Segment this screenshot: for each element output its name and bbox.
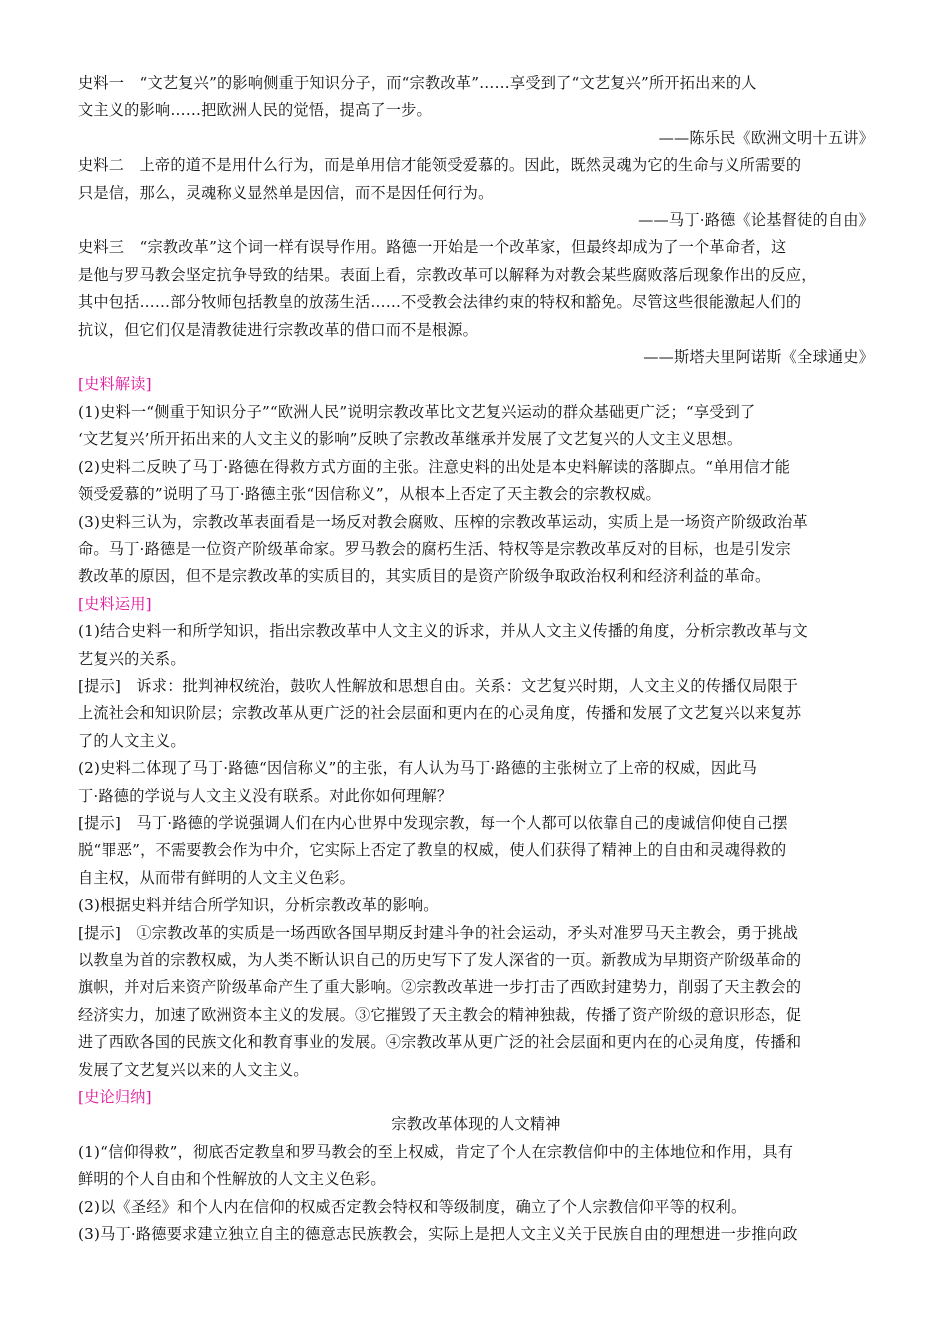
text-line: 丁·路德的学说与人文主义没有联系。对此你如何理解？ <box>78 786 453 805</box>
source-citation: ——马丁·路德《论基督徒的自由》 <box>638 211 874 230</box>
section-heading: [史料运用] <box>78 594 152 613</box>
text-line: 以教皇为首的宗教权威，为人类不断认识自己的历史写下了发人深省的一页。新教成为早期资产阶级革命的 <box>78 951 802 969</box>
text-line: 了的人文主义。 <box>78 731 186 750</box>
text-line: 文主义的影响……把欧洲人民的觉悟，提高了一步。 <box>78 101 432 120</box>
source-citation: ——陈乐民《欧洲文明十五讲》 <box>658 128 874 147</box>
text-line: 领受爱慕的”说明了马丁·路德主张“因信称义”，从根本上否定了天主教会的宗教权威。 <box>78 485 661 504</box>
text-line: [提示] 马丁·路德的学说强调人们在内心世界中发现宗教，每一个人都可以依靠自己的虔诚信仰使自己摆 <box>78 813 788 832</box>
text-line: ‘文艺复兴’所开拓出来的人文主义的影响”反映了宗教改革继承并发展了文艺复兴的人文主义思想。 <box>78 430 743 449</box>
text-line: 鲜明的个人自由和个性解放的人文主义色彩。 <box>78 1170 386 1189</box>
text-line: 经济实力，加速了欧洲资本主义的发展。③它摧毁了天主教会的精神独裁，传播了资产阶级的意识形态，促 <box>78 1005 802 1024</box>
text-line: 命。马丁·路德是一位资产阶级革命家。罗马教会的腐朽生活、特权等是宗教改革反对的目标，也是引发宗 <box>78 539 791 558</box>
text-line: (3)史料三认为，宗教改革表面看是一场反对教会腐败、压榨的宗教改革运动，实质上是一场资产阶级政治革 <box>78 512 808 531</box>
text-line: [提示] ①宗教改革的实质是一场西欧各国早期反封建斗争的社会运动，矛头对准罗马天主教会，勇于挑战 <box>78 923 799 942</box>
text-line: (1)史料一“侧重于知识分子”“欧洲人民”说明宗教改革比文艺复兴运动的群众基础更广泛；“享受到了 <box>78 402 756 421</box>
text-line: 其中包括……部分牧师包括教皇的放荡生活……不受教会法律约束的特权和豁免。尽管这些很能激起人们的 <box>78 293 802 312</box>
source-citation: ——斯塔夫里阿诺斯《全球通史》 <box>643 348 874 367</box>
text-line: 发展了文艺复兴以来的人文主义。 <box>78 1060 309 1079</box>
text-line: 史料三 “宗教改革”这个词一样有误导作用。路德一开始是一个改革家，但最终却成为了一个革命者，这 <box>78 238 787 257</box>
text-line: 抗议，但它们仅是清教徒进行宗教改革的借口而不是根源。 <box>78 320 479 339</box>
section-heading: [史论归纳] <box>78 1088 152 1107</box>
text-line: 进了西欧各国的民族文化和教育事业的发展。④宗教改革从更广泛的社会层面和更内在的心灵角度，传播和 <box>78 1033 802 1052</box>
text-line: 教改革的原因，但不是宗教改革的实质目的，其实质目的是资产阶级争取政治权利和经济利益的革命。 <box>78 567 771 586</box>
text-line: (1)“信仰得救”，彻底否定教皇和罗马教会的至上权威，肯定了个人在宗教信仰中的主体地位和作用，具有 <box>78 1142 794 1161</box>
text-line: 上流社会和知识阶层；宗教改革从更广泛的社会层面和更内在的心灵角度，传播和发展了文艺复兴以来复苏 <box>78 704 802 723</box>
section-heading: [史料解读] <box>78 375 152 394</box>
document-page <box>78 70 874 1248</box>
text-line: 是他与罗马教会坚定抗争导致的结果。表面上看，宗教改革可以解释为对教会某些腐败落后现象作出的反应， <box>78 265 817 284</box>
text-line: (2)以《圣经》和个人内在信仰的权威否定教会特权和等级制度，确立了个人宗教信仰平等的权利。 <box>78 1197 747 1216</box>
text-line: 艺复兴的关系。 <box>78 649 186 668</box>
text-line: 史料二 上帝的道不是用什么行为，而是单用信才能领受爱慕的。因此，既然灵魂为它的生命与义所需要的 <box>78 156 802 175</box>
text-line: 旗帜，并对后来资产阶级革命产生了重大影响。②宗教改革进一步打击了西欧封建势力，削弱了天主教会的 <box>78 978 802 997</box>
text-line: (3)马丁·路德要求建立独立自主的德意志民族教会，实际上是把人文主义关于民族自由的理想进一步推向政 <box>78 1225 798 1244</box>
text-line: (2)史料二反映了马丁·路德在得救方式方面的主张。注意史料的出处是本史料解读的落脚点。“单用信才能 <box>78 457 791 476</box>
text-line: 自主权，从而带有鲜明的人文主义色彩。 <box>78 868 355 887</box>
text-line: (1)结合史料一和所学知识，指出宗教改革中人文主义的诉求，并从人文主义传播的角度，分析宗教改革与文 <box>78 622 808 641</box>
subsection-title: 宗教改革体现的人文精神 <box>391 1115 561 1134</box>
text-line: [提示] 诉求：批判神权统治，鼓吹人性解放和思想自由。关系：文艺复兴时期，人文主义的传播仅局限于 <box>78 676 799 695</box>
text-line: 只是信，那么，灵魂称义显然单是因信，而不是因任何行为。 <box>78 183 494 202</box>
text-line: 史料一 “文艺复兴”的影响侧重于知识分子，而“宗教改革”……享受到了“文艺复兴”所开拓出来的人 <box>78 74 757 92</box>
text-line: (3)根据史料并结合所学知识，分析宗教改革的影响。 <box>78 896 439 915</box>
text-line: (2)史料二体现了马丁·路德“因信称义”的主张，有人认为马丁·路德的主张树立了上帝的权威，因此马 <box>78 759 757 778</box>
text-line: 脱“罪恶”，不需要教会作为中介，它实际上否定了教皇的权威，使人们获得了精神上的自由和灵魂得救的 <box>78 841 787 860</box>
